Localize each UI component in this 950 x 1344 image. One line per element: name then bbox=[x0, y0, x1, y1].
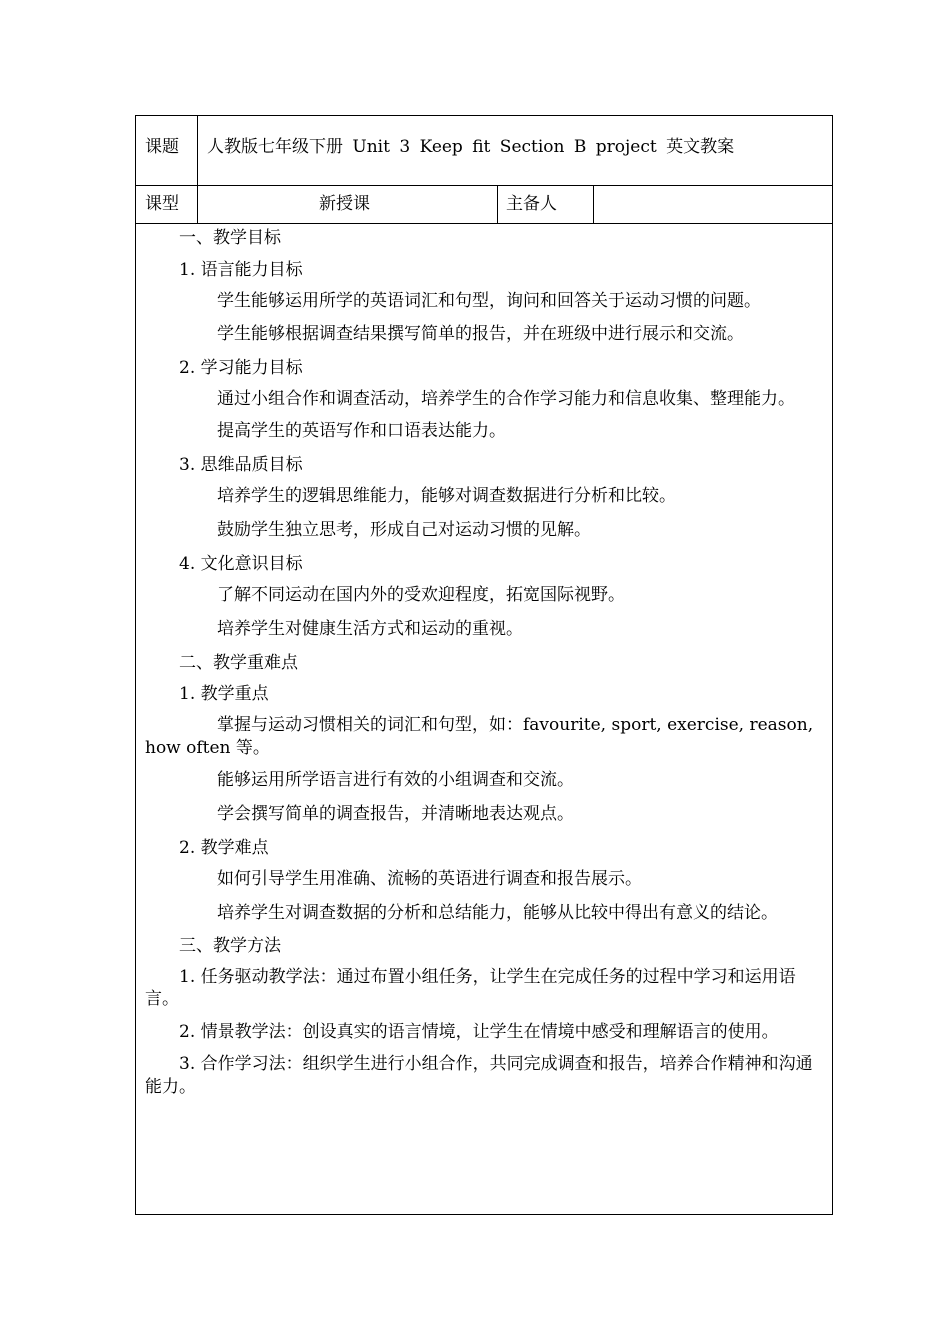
paragraph: 学会撰写简单的调查报告，并清晰地表达观点。 bbox=[217, 804, 574, 824]
paragraph: 了解不同运动在国内外的受欢迎程度，拓宽国际视野。 bbox=[217, 585, 625, 605]
paragraph: 提高学生的英语写作和口语表达能力。 bbox=[217, 421, 506, 441]
paragraph: 学生能够根据调查结果撰写简单的报告，并在班级中进行展示和交流。 bbox=[217, 323, 744, 344]
paragraph: 能够运用所学语言进行有效的小组调查和交流。 bbox=[217, 770, 574, 790]
paragraph: 培养学生的逻辑思维能力，能够对调查数据进行分析和比较。 bbox=[217, 486, 676, 506]
column-divider bbox=[497, 186, 498, 223]
paragraph: 通过小组合作和调查活动，培养学生的合作学习能力和信息收集、整理能力。 bbox=[217, 388, 795, 409]
type-row bbox=[136, 186, 832, 224]
column-divider bbox=[593, 186, 594, 223]
subsection-title: 4. 文化意识目标 bbox=[179, 554, 303, 574]
subsection-title: 1. 教学重点 bbox=[179, 684, 269, 704]
subsection-title: 2. 学习能力目标 bbox=[179, 357, 303, 378]
lesson-plan-table bbox=[135, 115, 833, 1215]
column-divider bbox=[197, 116, 198, 185]
type-label: 课型 bbox=[145, 194, 179, 214]
type-value: 新授课 bbox=[319, 194, 370, 214]
method-item: 1. 任务驱动教学法：通过布置小组任务，让学生在完成任务的过程中学习和运用语言。 bbox=[145, 966, 796, 1009]
subsection-title: 2. 教学难点 bbox=[179, 838, 269, 858]
lesson-content bbox=[145, 224, 816, 1108]
preparer-label: 主备人 bbox=[506, 194, 557, 214]
subsection-title: 1. 语言能力目标 bbox=[179, 260, 303, 280]
paragraph: 培养学生对健康生活方式和运动的重视。 bbox=[217, 619, 523, 639]
section-title: 一、教学目标 bbox=[179, 228, 281, 248]
paragraph: 如何引导学生用准确、流畅的英语进行调查和报告展示。 bbox=[217, 869, 642, 889]
method-item: 2. 情景教学法：创设真实的语言情境，让学生在情境中感受和理解语言的使用。 bbox=[179, 1021, 779, 1042]
topic-row bbox=[136, 116, 832, 186]
topic-label: 课题 bbox=[145, 137, 179, 157]
paragraph: 掌握与运动习惯相关的词汇和句型，如：favourite, sport, exercise, reason, how often 等。 bbox=[145, 715, 814, 758]
paragraph: 学生能够运用所学的英语词汇和句型，询问和回答关于运动习惯的问题。 bbox=[217, 291, 761, 311]
paragraph: 鼓励学生独立思考，形成自己对运动习惯的见解。 bbox=[217, 520, 591, 540]
paragraph: 培养学生对调查数据的分析和总结能力，能够从比较中得出有意义的结论。 bbox=[217, 903, 778, 923]
subsection-title: 3. 思维品质目标 bbox=[179, 455, 303, 475]
section-title: 二、教学重难点 bbox=[179, 653, 298, 673]
method-item: 3. 合作学习法：组织学生进行小组合作，共同完成调查和报告，培养合作精神和沟通能力。 bbox=[145, 1054, 813, 1097]
topic-value: 人教版七年级下册 Unit 3 Keep fit Section B project 英文教案 bbox=[207, 137, 735, 157]
column-divider bbox=[197, 186, 198, 223]
section-title: 三、教学方法 bbox=[179, 935, 281, 956]
